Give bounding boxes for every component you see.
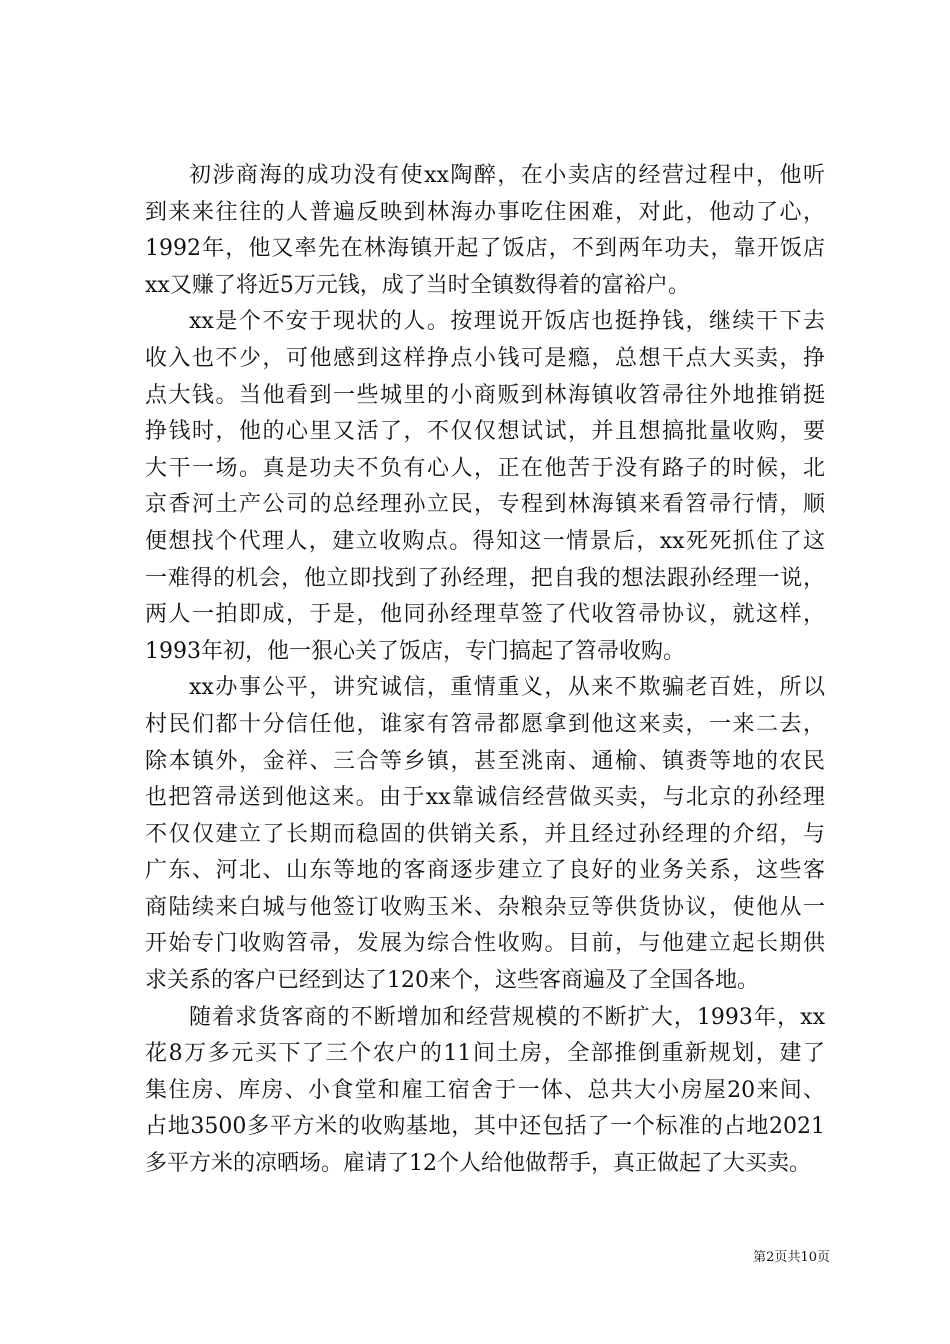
paragraph-line: 多平方米的凉晒场。雇请了12个人给他做帮手，真正做起了大买卖。 (145, 1151, 811, 1177)
paragraph-line: xx又赚了将近5万元钱，成了当时全镇数得着的富裕户。 (145, 272, 690, 298)
paragraph (145, 1000, 825, 1183)
page-number-footer: 第2页共10页 (753, 1250, 830, 1265)
paragraph-line: 求关系的客户已经到达了120来个，这些客商遍及了全国各地。 (145, 968, 759, 994)
paragraph (145, 670, 825, 999)
paragraph-line: 1992年，他又率先在林海镇开起了饭店，不到两年功夫，靠开饭店 (145, 236, 825, 262)
paragraph-line: 随着求货客商的不断增加和经营规模的不断扩大，1993年，xx (189, 1004, 825, 1030)
paragraph-line: 除本镇外，金祥、三合等乡镇，甚至洮南、通榆、镇赉等地的农民 (145, 748, 825, 774)
paragraph-line: 大干一场。真是功夫不负有心人，正在他苦于没有路子的时候，北 (145, 455, 825, 481)
paragraph-line: 两人一拍即成，于是，他同孙经理草签了代收笤帚协议，就这样， (145, 602, 825, 628)
paragraph-line: 挣钱时，他的心里又活了，不仅仅想试试，并且想搞批量收购，要 (145, 419, 825, 445)
document-body (145, 158, 825, 1183)
paragraph-line: 村民们都十分信任他，谁家有笤帚都愿拿到他这来卖，一来二去， (145, 711, 825, 737)
paragraph-line: 京香河土产公司的总经理孙立民，专程到林海镇来看笤帚行情，顺 (145, 492, 825, 518)
paragraph-line: xx办事公平，讲究诚信，重情重义，从来不欺骗老百姓，所以 (189, 675, 825, 701)
paragraph-line: 开始专门收购笤帚，发展为综合性收购。目前，与他建立起长期供 (145, 931, 825, 957)
paragraph-line: 花8万多元买下了三个农户的11间土房，全部推倒重新规划，建了 (145, 1041, 825, 1067)
paragraph-line: 广东、河北、山东等地的客商逐步建立了良好的业务关系，这些客 (145, 858, 825, 884)
paragraph-line: 收入也不少，可他感到这样挣点小钱可是瘾，总想干点大买卖，挣 (145, 345, 825, 371)
paragraph-line: 占地3500多平方米的收购基地，其中还包括了一个标准的占地2021 (145, 1114, 825, 1140)
paragraph-line: 不仅仅建立了长期而稳固的供销关系，并且经过孙经理的介绍，与 (145, 821, 825, 847)
paragraph-line: 1993年初，他一狠心关了饭店，专门搞起了笤帚收购。 (145, 638, 685, 664)
paragraph-line: 也把笤帚送到他这来。由于xx靠诚信经营做买卖，与北京的孙经理 (145, 785, 825, 811)
paragraph-line: 便想找个代理人，建立收购点。得知这一情景后，xx死死抓住了这 (145, 528, 825, 554)
paragraph (145, 158, 825, 304)
paragraph-line: 集住房、库房、小食堂和雇工宿舍于一体、总共大小房屋20来间、 (145, 1077, 825, 1103)
paragraph-line: xx是个不安于现状的人。按理说开饭店也挺挣钱，继续干下去 (189, 309, 825, 335)
paragraph-line: 点大钱。当他看到一些城里的小商贩到林海镇收笤帚往外地推销挺 (145, 382, 825, 408)
paragraph-line: 商陆续来白城与他签订收购玉米、杂粮杂豆等供货协议，使他从一 (145, 894, 825, 920)
paragraph-line: 到来来往往的人普遍反映到林海办事吃住困难，对此，他动了心， (145, 199, 825, 225)
paragraph-line: 一难得的机会，他立即找到了孙经理，把自我的想法跟孙经理一说， (145, 565, 825, 591)
paragraph-line: 初涉商海的成功没有使xx陶醉，在小卖店的经营过程中，他听 (189, 163, 825, 188)
paragraph (145, 304, 825, 670)
